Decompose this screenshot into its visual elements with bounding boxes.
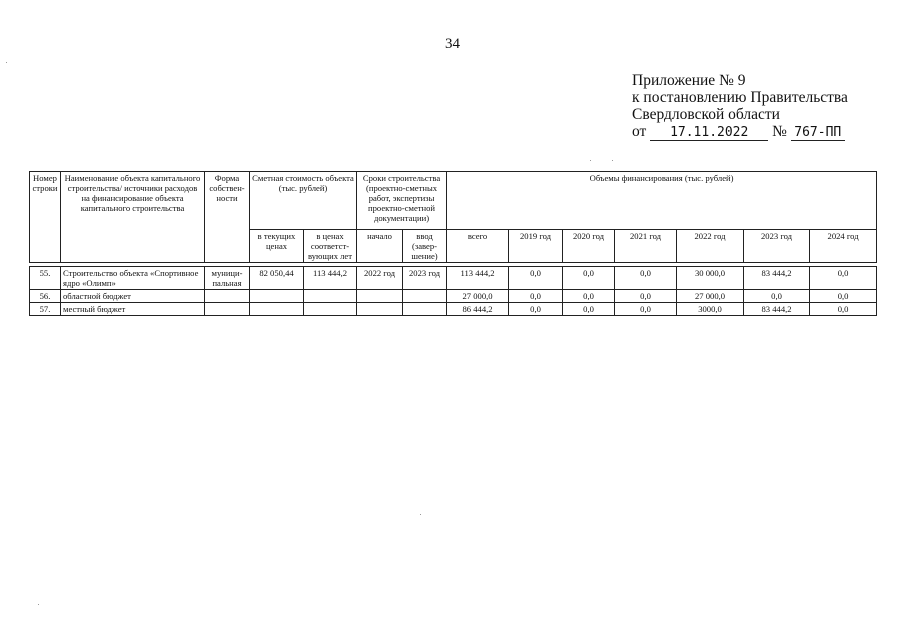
cell-name: Строительство объекта «Спортивное ядро «Олимп»	[61, 267, 205, 290]
scan-speck	[420, 514, 421, 515]
header-estimated-cost: Сметная стоимость объекта (тыс. рублей)	[250, 172, 357, 230]
page-number: 34	[445, 36, 460, 52]
cell-2021: 0,0	[615, 290, 677, 303]
cell-corresponding-prices	[304, 290, 357, 303]
cell-total: 113 444,2	[447, 267, 509, 290]
from-label: от	[632, 123, 647, 140]
cell-name: местный бюджет	[61, 303, 205, 316]
table-header-row	[30, 172, 877, 230]
cell-current-prices: 82 050,44	[250, 267, 304, 290]
header-2019: 2019 год	[509, 230, 563, 263]
cell-total: 27 000,0	[447, 290, 509, 303]
cell-2020: 0,0	[563, 303, 615, 316]
header-total: всего	[447, 230, 509, 263]
cell-start	[357, 303, 403, 316]
cell-2020: 0,0	[563, 290, 615, 303]
cell-2023: 0,0	[744, 290, 810, 303]
header-2021: 2021 год	[615, 230, 677, 263]
cell-2023: 83 444,2	[744, 303, 810, 316]
cell-2023: 83 444,2	[744, 267, 810, 290]
cell-2024: 0,0	[810, 303, 877, 316]
cell-total: 86 444,2	[447, 303, 509, 316]
cell-2022: 30 000,0	[677, 267, 744, 290]
appendix-decree-line: к постановлению Правительства	[632, 89, 848, 106]
decree-number: 767-ПП	[791, 125, 845, 141]
cell-2019: 0,0	[509, 290, 563, 303]
cell-2024: 0,0	[810, 267, 877, 290]
funding-table	[29, 171, 877, 316]
header-object-name: Наименование объекта капитального строительства/ источники расходов на финансирование объекта капитального строительства	[61, 172, 205, 263]
appendix-region-line: Свердловской области	[632, 106, 780, 123]
cell-2019: 0,0	[509, 303, 563, 316]
header-2024: 2024 год	[810, 230, 877, 263]
header-2023: 2023 год	[744, 230, 810, 263]
cell-name: областной бюджет	[61, 290, 205, 303]
cell-start	[357, 290, 403, 303]
cell-2021: 0,0	[615, 267, 677, 290]
cell-2020: 0,0	[563, 267, 615, 290]
cell-num: 56.	[30, 290, 61, 303]
cell-end: 2023 год	[403, 267, 447, 290]
cell-start: 2022 год	[357, 267, 403, 290]
cell-corresponding-prices	[304, 303, 357, 316]
cell-corresponding-prices: 113 444,2	[304, 267, 357, 290]
scan-speck	[590, 160, 591, 161]
header-deadlines: Сроки строительства (проектно-сметных работ, экспертизы проектно-сметной документации)	[357, 172, 447, 230]
scan-speck	[612, 160, 613, 161]
cell-2022: 3000,0	[677, 303, 744, 316]
header-funding: Объемы финансирования (тыс. рублей)	[447, 172, 877, 230]
header-ownership: Форма собствен-ности	[205, 172, 250, 263]
table-row	[30, 290, 877, 303]
header-start: начало	[357, 230, 403, 263]
appendix-title: Приложение № 9	[632, 72, 746, 89]
decree-date: 17.11.2022	[650, 125, 768, 141]
header-commissioning: ввод (завер-шение)	[403, 230, 447, 263]
scan-speck	[38, 604, 39, 605]
cell-ownership: муници-пальная	[205, 267, 250, 290]
cell-end	[403, 303, 447, 316]
table-row	[30, 267, 877, 290]
header-2020: 2020 год	[563, 230, 615, 263]
cell-2022: 27 000,0	[677, 290, 744, 303]
appendix-block	[632, 72, 892, 141]
cell-current-prices	[250, 290, 304, 303]
table-row	[30, 303, 877, 316]
header-2022: 2022 год	[677, 230, 744, 263]
cell-ownership	[205, 290, 250, 303]
appendix-date-line	[632, 123, 892, 141]
cell-num: 55.	[30, 267, 61, 290]
header-corresponding-prices: в ценах соответст-вующих лет	[304, 230, 357, 263]
number-label: №	[772, 123, 787, 140]
cell-ownership	[205, 303, 250, 316]
cell-2024: 0,0	[810, 290, 877, 303]
cell-2019: 0,0	[509, 267, 563, 290]
cell-2021: 0,0	[615, 303, 677, 316]
cell-num: 57.	[30, 303, 61, 316]
scan-speck	[6, 62, 7, 63]
header-row-number: Номер строки	[30, 172, 61, 263]
cell-end	[403, 290, 447, 303]
header-current-prices: в текущих ценах	[250, 230, 304, 263]
cell-current-prices	[250, 303, 304, 316]
